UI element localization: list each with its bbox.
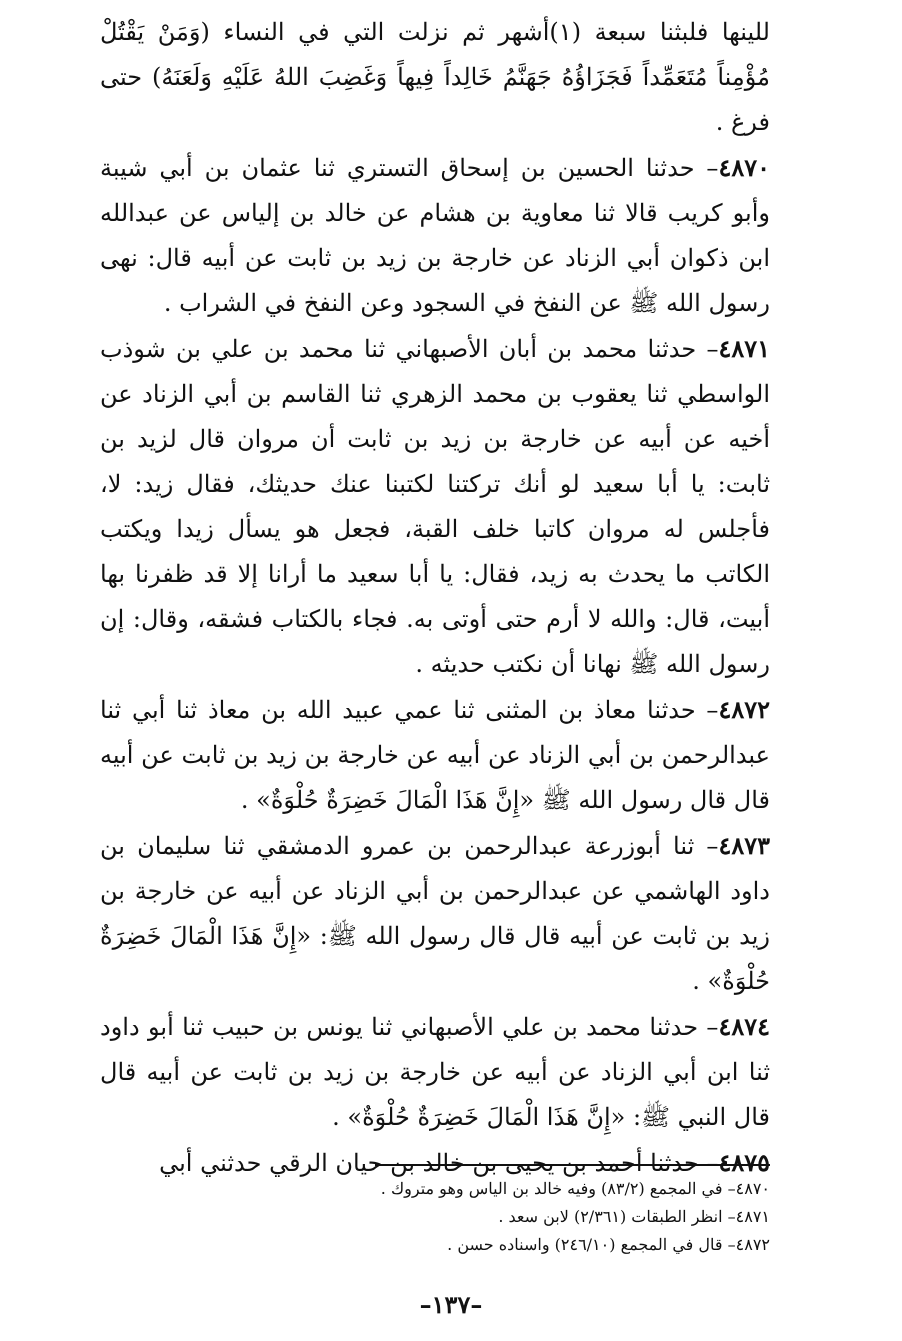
hadith-text: – حدثنا الحسين بن إسحاق التستري ثنا عثمان بن أبي شيبة وأبو كريب قالا ثنا معاوية بن هشام عن خالد بن إلياس عن عبدالله ابن ذكوان أبي الزناد عن خارجة بن زيد بن ثابت عن أبيه قال: نهى رسول الله ﷺ عن النفخ في السجود وعن النفخ في الشراب . xyxy=(100,154,770,317)
hadith-4872 xyxy=(100,687,770,823)
main-text xyxy=(100,10,770,1186)
hadith-number: ٤٨٧٢ xyxy=(718,695,770,724)
hadith-number: ٤٨٧٤ xyxy=(718,1012,770,1041)
hadith-text: – حدثنا محمد بن أبان الأصبهاني ثنا محمد بن علي بن شوذب الواسطي ثنا يعقوب بن محمد الزهري ثنا القاسم بن أبي الزناد عن أخيه عن أبيه عن خارجة بن زيد بن ثابت أن مروان قال لزيد بن ثابت: يا أبا سعيد لو أنك تركتنا لكتبنا عنك حديثك، فقال زيد: لا، فأجلس له مروان كاتبا خلف القبة، فجعل هو يسأل زيدا ويكتب الكاتب ما يحدث به زيد، فقال: يا أبا سعيد ما أرانا إلا قد ظفرنا بها أبيت، قال: والله لا أرم حتى أوتى به. فجاء بالكتاب فشقه، وقال: إن رسول الله ﷺ نهانا أن نكتب حديثه . xyxy=(100,335,770,678)
hadith-number: ٤٨٧١ xyxy=(718,334,771,363)
hadith-text: – حدثنا محمد بن علي الأصبهاني ثنا يونس بن حبيب ثنا أبو داود ثنا ابن أبي الزناد عن أبيه عن خارجة بن زيد بن ثابت عن أبيه قال قال النبي ﷺ: «إِنَّ هَذَا الْمَالَ خَضِرَةٌ حُلْوَةٌ» . xyxy=(100,1013,770,1131)
footnote-4872: ٤٨٧٢– قال في المجمع (٢٤٦/١٠) واسناده حسن . xyxy=(447,1235,770,1254)
hadith-number: ٤٨٧٠ xyxy=(718,153,770,182)
hadith-4871 xyxy=(100,326,770,687)
hadith-number: ٤٨٧٥ xyxy=(718,1148,770,1177)
hadith-4873 xyxy=(100,823,770,1004)
footnotes xyxy=(100,1175,770,1259)
footnote-4871: ٤٨٧١– انظر الطبقات (٢/٣٦١) لابن سعد . xyxy=(498,1207,770,1226)
hadith-text: – حدثنا أحمد بن يحيى بن خالد بن حيان الرقي حدثني أبي xyxy=(159,1149,719,1177)
footnote-4870: ٤٨٧٠– في المجمع (٨٣/٢) وفيه خالد بن الياس وهو متروك . xyxy=(380,1179,770,1198)
hadith-text: – ثنا أبوزرعة عبدالرحمن بن عمرو الدمشقي ثنا سليمان بن داود الهاشمي عن عبدالرحمن بن أبي الزناد عن أبيه عن خارجة بن زيد بن ثابت عن أبيه قال قال رسول الله ﷺ: «إِنَّ هَذَا الْمَالَ خَضِرَةٌ حُلْوَةٌ» . xyxy=(100,832,770,995)
hadith-number: ٤٨٧٣ xyxy=(718,831,770,860)
hadith-text: – حدثنا معاذ بن المثنى ثنا عمي عبيد الله بن معاذ ثنا أبي ثنا عبدالرحمن بن أبي الزناد عن أبيه عن خارجة بن زيد بن ثابت عن أبيه قال قال رسول الله ﷺ «إِنَّ هَذَا الْمَالَ خَضِرَةٌ حُلْوَةٌ» . xyxy=(100,696,770,814)
page-number: –١٣٧– xyxy=(419,1290,483,1319)
hadith-4874 xyxy=(100,1004,770,1140)
intro-paragraph: للينها فلبثنا سبعة (١)أشهر ثم نزلت التي في النساء (وَمَنْ يَقْتُلْ مُؤْمِناً مُتَعَمِّداً فَجَزَاؤُهُ جَهَنَّمُ خَالِداً فِيهاً وَغَضِبَ اللهُ عَلَيْهِ وَلَعَنَهُ) حتى فرغ . xyxy=(100,18,770,136)
hadith-4870 xyxy=(100,145,770,326)
footnote-divider xyxy=(375,1164,770,1166)
